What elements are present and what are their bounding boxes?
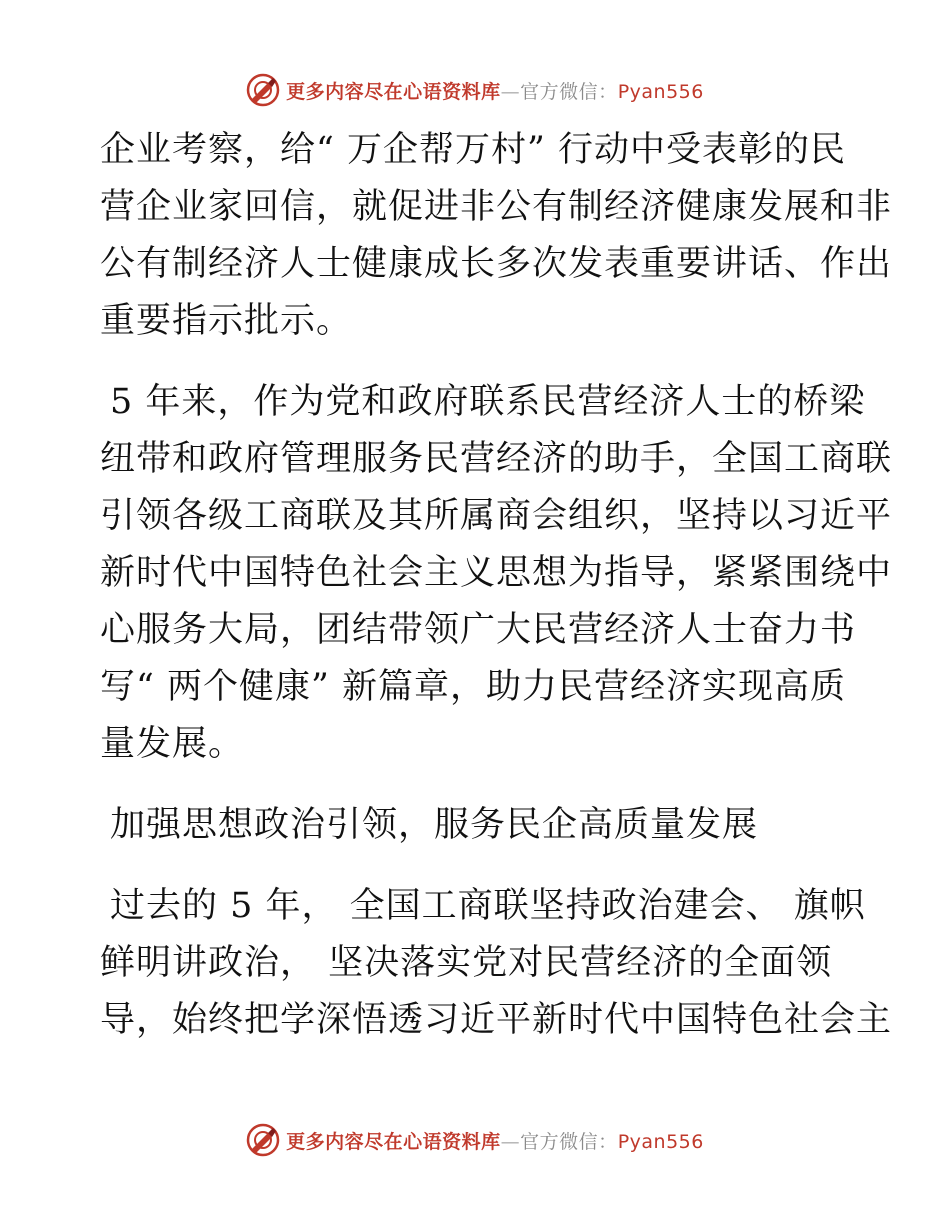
footer-banner	[0, 1120, 950, 1160]
document-body	[100, 122, 893, 1073]
text-line: 导，始终把学深悟透习近平新时代中国特色社会主	[100, 1000, 893, 1040]
text-line: 纽带和政府管理服务民营经济的助手，全国工商联	[100, 439, 893, 479]
brand-logo-icon	[246, 73, 280, 107]
text-line: 企业考察，给“ 万企帮万村” 行动中受表彰的民	[100, 130, 847, 170]
banner-wechat-label: 官方微信：	[520, 1130, 618, 1153]
banner-wechat-id: Pyan556	[617, 1130, 704, 1153]
text-line: 营企业家回信，就促进非公有制经济健康发展和非	[100, 187, 893, 227]
text-line: 写“ 两个健康” 新篇章，助力民营经济实现高质	[100, 667, 847, 707]
text-line: 引领各级工商联及其所属商会组织，坚持以习近平	[100, 496, 893, 536]
text-line: 加强思想政治引领，服务民企高质量发展	[110, 805, 759, 845]
banner-dash: —	[500, 80, 521, 103]
banner-wechat-label: 官方微信：	[520, 80, 618, 103]
banner-title: 更多内容尽在心语资料库	[286, 80, 501, 103]
banner-text	[286, 77, 704, 104]
text-line: 重要指示批示。	[100, 301, 353, 341]
text-line: 新时代中国特色社会主义思想为指导，紧紧围绕中	[100, 553, 893, 593]
text-line: 量发展。	[100, 724, 245, 764]
banner-dash: —	[500, 1130, 521, 1153]
text-line: 5 年来，作为党和政府联系民营经济人士的桥梁	[110, 382, 866, 422]
text-line: 公有制经济人士健康成长多次发表重要讲话、作出	[100, 244, 893, 284]
header-banner	[0, 70, 950, 110]
text-line: 鲜明讲政治， 坚决落实党对民营经济的全面领	[100, 943, 833, 983]
banner-text	[286, 1127, 704, 1154]
text-line: 心服务大局，团结带领广大民营经济人士奋力书	[100, 610, 857, 650]
brand-logo-icon	[246, 1123, 280, 1157]
paragraph	[100, 878, 893, 1049]
banner-wechat-id: Pyan556	[617, 80, 704, 103]
text-line: 过去的 5 年， 全国工商联坚持政治建会、 旗帜	[110, 886, 866, 926]
paragraph	[100, 374, 893, 773]
section-heading	[100, 797, 860, 854]
banner-title: 更多内容尽在心语资料库	[286, 1130, 501, 1153]
paragraph	[100, 122, 893, 350]
